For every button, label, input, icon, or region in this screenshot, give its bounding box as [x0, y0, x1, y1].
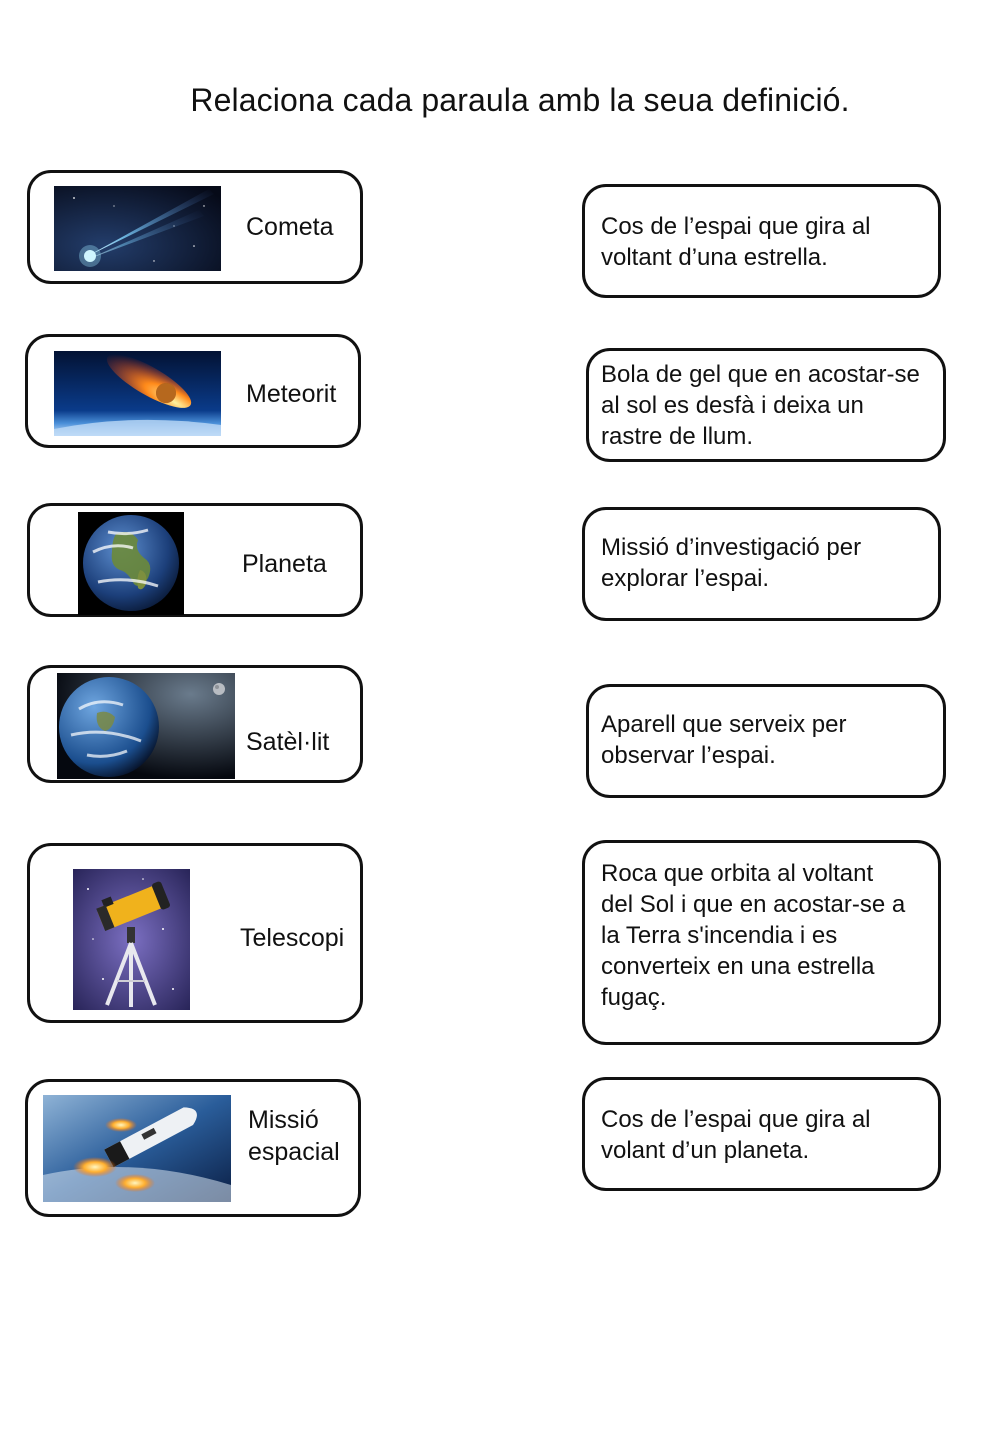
- spacecraft-image: [43, 1095, 231, 1202]
- word-card-planeta[interactable]: [27, 503, 363, 617]
- earth-moon-image: [57, 673, 235, 779]
- definition-text-5: Roca que orbita al voltant del Sol i que en acostar-se a la Terra s'incendia i es converteix en una estrella fugaç.: [601, 860, 906, 1011]
- comet-image: [54, 186, 221, 271]
- word-label-planeta: Planeta: [242, 550, 327, 578]
- page-title: Relaciona cada paraula amb la seua definició.: [190, 82, 850, 118]
- definition-card-6[interactable]: [582, 1077, 941, 1191]
- word-label-missio-espacial: Missió espacial: [248, 1106, 340, 1166]
- definition-card-4[interactable]: [586, 684, 946, 798]
- definition-text-1: Cos de l’espai que gira al voltant d’una estrella.: [601, 213, 871, 271]
- word-card-satellit[interactable]: [27, 665, 363, 783]
- word-label-telescopi: Telescopi: [240, 924, 345, 952]
- word-label-meteorit: Meteorit: [246, 380, 337, 408]
- meteorite-image: [54, 351, 221, 436]
- word-card-cometa[interactable]: [27, 170, 363, 284]
- definition-card-5[interactable]: [582, 840, 941, 1045]
- definition-card-3[interactable]: [582, 507, 941, 621]
- word-card-missio-espacial[interactable]: [25, 1079, 361, 1217]
- planet-earth-image: [78, 512, 184, 615]
- word-card-meteorit[interactable]: [25, 334, 361, 448]
- definition-text-3: Missió d’investigació per explorar l’espai.: [601, 534, 862, 592]
- telescope-image: [73, 869, 190, 1010]
- definition-card-1[interactable]: [582, 184, 941, 298]
- word-label-satellit: Satèl·lit: [246, 728, 330, 756]
- word-label-cometa: Cometa: [246, 213, 334, 241]
- definition-text-4: Aparell que serveix per observar l’espai.: [601, 711, 847, 769]
- definition-card-2[interactable]: [586, 348, 946, 462]
- definition-text-6: Cos de l’espai que gira al volant d’un planeta.: [601, 1106, 871, 1164]
- word-card-telescopi[interactable]: [27, 843, 363, 1023]
- definition-text-2: Bola de gel que en acostar-se al sol es desfà i deixa un rastre de llum.: [601, 361, 920, 450]
